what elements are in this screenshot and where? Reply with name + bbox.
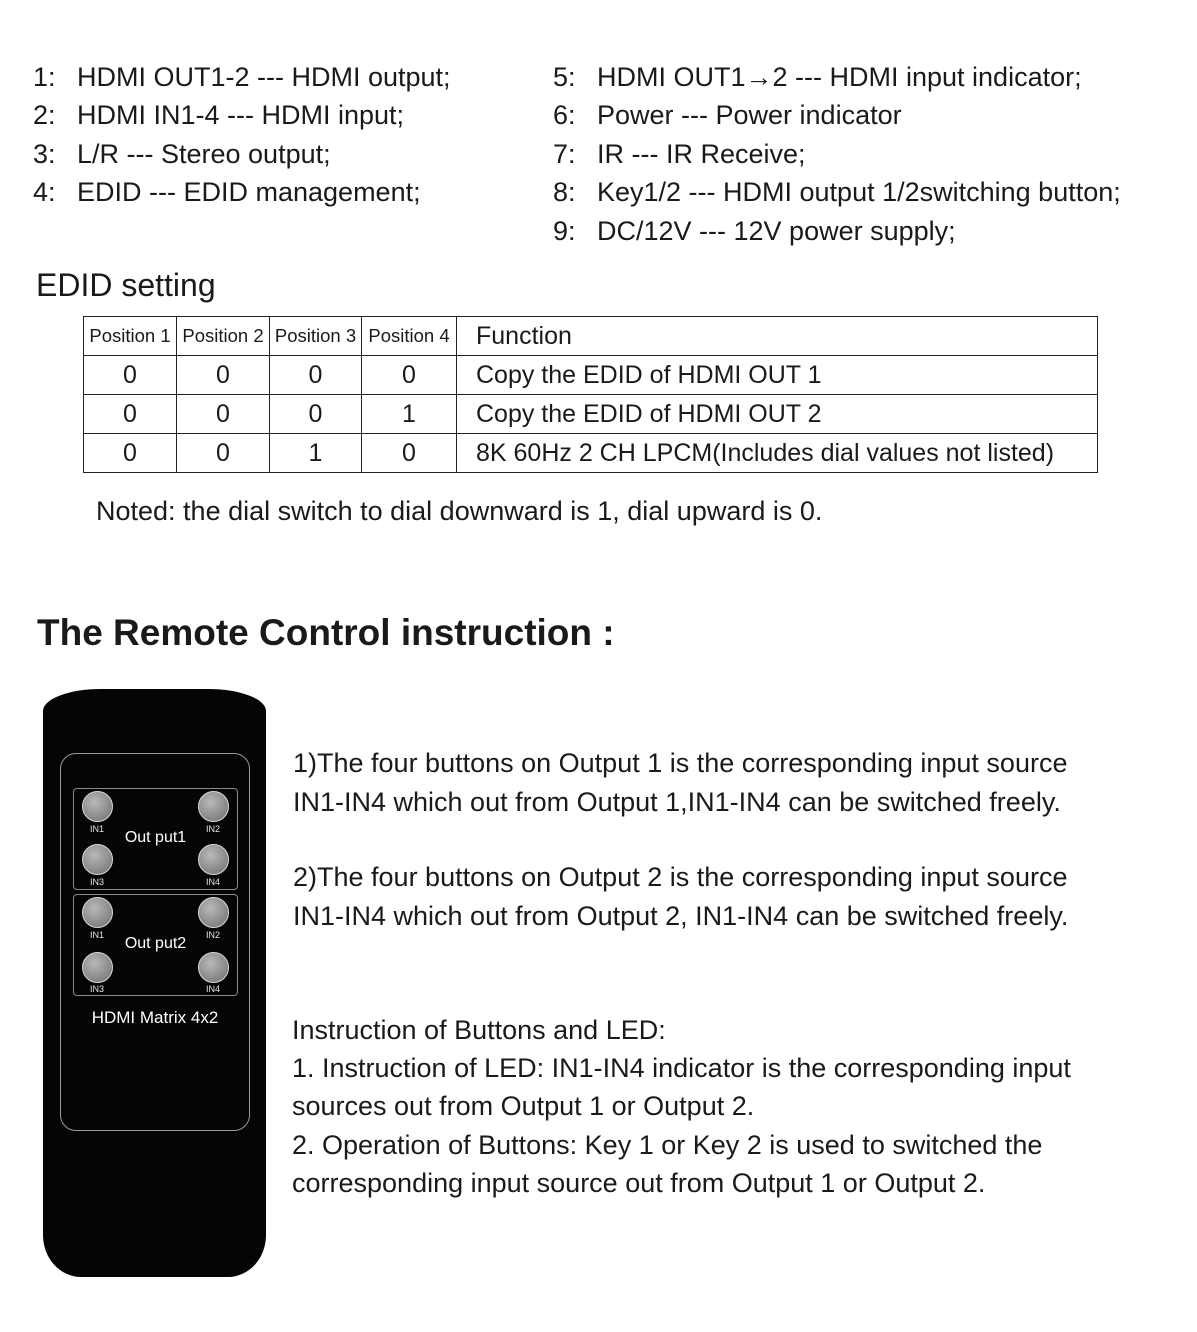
table-cell: Copy the EDID of HDMI OUT 2 [457,395,1098,434]
column-header: Function [457,317,1098,356]
legend-text: EDID --- EDID management; [77,177,421,208]
column-header: Position 4 [362,317,457,356]
table-cell: 1 [270,434,362,473]
instruction-line: sources out from Output 1 or Output 2. [292,1091,755,1122]
legend-number: 8: [553,177,576,208]
dial-note: Noted: the dial switch to dial downward is 1, dial upward is 0. [96,496,823,526]
legend-text: HDMI OUT1-2 --- HDMI output; [77,62,451,92]
column-header: Position 1 [84,317,177,356]
button-label: IN1 [90,930,105,940]
legend-item [553,96,1121,134]
legend-number: 3: [33,138,56,169]
remote-model-label: HDMI Matrix 4x2 [91,1008,219,1027]
output2-button-group [73,894,238,996]
legend-text: DC/12V --- 12V power supply; [597,215,956,246]
legend-text: IR --- IR Receive; [597,138,806,169]
table-cell: 0 [177,356,270,395]
table-header-row [84,317,1098,356]
output2-in1-button [82,897,113,928]
legend-number: 6: [553,100,576,131]
legend-number: 5: [553,62,576,92]
legend-text: HDMI OUT1→2 --- HDMI input indicator; [597,62,1082,92]
table-cell: 0 [177,434,270,473]
instruction-line: IN1-IN4 which out from Output 2, IN1-IN4 can be switched freely. [293,900,1069,931]
output2-label: Out put2 [124,935,187,952]
table-cell: 0 [362,356,457,395]
legend-left [33,58,451,212]
column-header: Position 2 [177,317,270,356]
led-instructions [292,1011,1071,1202]
table-cell: 0 [362,434,457,473]
legend-text: Power --- Power indicator [597,100,902,131]
button-label: IN3 [90,984,105,994]
button-label: IN2 [206,930,221,940]
led-heading: Instruction of Buttons and LED: [292,1015,666,1045]
legend-number: 4: [33,177,56,208]
instruction-line: 2. Operation of Buttons: Key 1 or Key 2 is used to switched the [292,1129,1043,1160]
output1-label: Out put1 [124,829,187,846]
instruction-line: IN1-IN4 which out from Output 1,IN1-IN4 can be switched freely. [293,786,1061,817]
legend-text: Key1/2 --- HDMI output 1/2switching button; [597,177,1121,208]
legend-number: 9: [553,215,576,246]
legend-item [33,173,451,211]
button-label: IN4 [206,984,221,994]
edid-table [83,316,1098,473]
output1-in2-button [198,791,229,822]
table-cell: 0 [84,395,177,434]
table-cell: 0 [270,395,362,434]
legend-number: 2: [33,100,56,131]
output1-in4-button [198,844,229,875]
table-row [84,356,1098,395]
legend-number: 1: [33,62,56,92]
column-header: Position 3 [270,317,362,356]
output1-in3-button [82,844,113,875]
button-label: IN3 [90,877,105,887]
button-label: IN2 [206,824,221,834]
instruction-line: 1. Instruction of LED: IN1-IN4 indicator is the corresponding input [292,1053,1071,1084]
output2-in4-button [198,952,229,983]
table-row [84,395,1098,434]
instruction-line: 2)The four buttons on Output 2 is the corresponding input source [293,862,1068,892]
remote-button-panel [60,753,250,1131]
edid-setting-heading: EDID setting [36,267,216,303]
table-cell: 8K 60Hz 2 CH LPCM(Includes dial values not listed) [457,434,1098,473]
output1-button-group [73,788,238,890]
legend-item [33,58,451,96]
table-cell: 0 [84,434,177,473]
legend-item [553,58,1121,96]
instruction-output2 [293,858,1068,935]
legend-number: 7: [553,138,576,169]
output1-in1-button [82,791,113,822]
legend-item [33,96,451,134]
legend-item [553,212,1121,250]
instruction-output1 [293,744,1067,821]
table-cell: Copy the EDID of HDMI OUT 1 [457,356,1098,395]
table-cell: 0 [84,356,177,395]
table-row [84,434,1098,473]
legend-text: L/R --- Stereo output; [77,138,331,169]
legend-right [553,58,1121,250]
table-cell: 1 [362,395,457,434]
remote-section-title: The Remote Control instruction : [37,612,615,653]
legend-item [553,173,1121,211]
button-label: IN1 [90,824,105,834]
remote-control-image [43,689,266,1277]
table-cell: 0 [270,356,362,395]
output2-in2-button [198,897,229,928]
button-label: IN4 [206,877,221,887]
legend-item [33,135,451,173]
table-cell: 0 [177,395,270,434]
output2-in3-button [82,952,113,983]
legend-text: HDMI IN1-4 --- HDMI input; [77,100,405,131]
instruction-line: 1)The four buttons on Output 1 is the corresponding input source [293,748,1068,778]
legend-item [553,135,1121,173]
instruction-line: corresponding input source out from Output 1 or Output 2. [292,1167,986,1198]
